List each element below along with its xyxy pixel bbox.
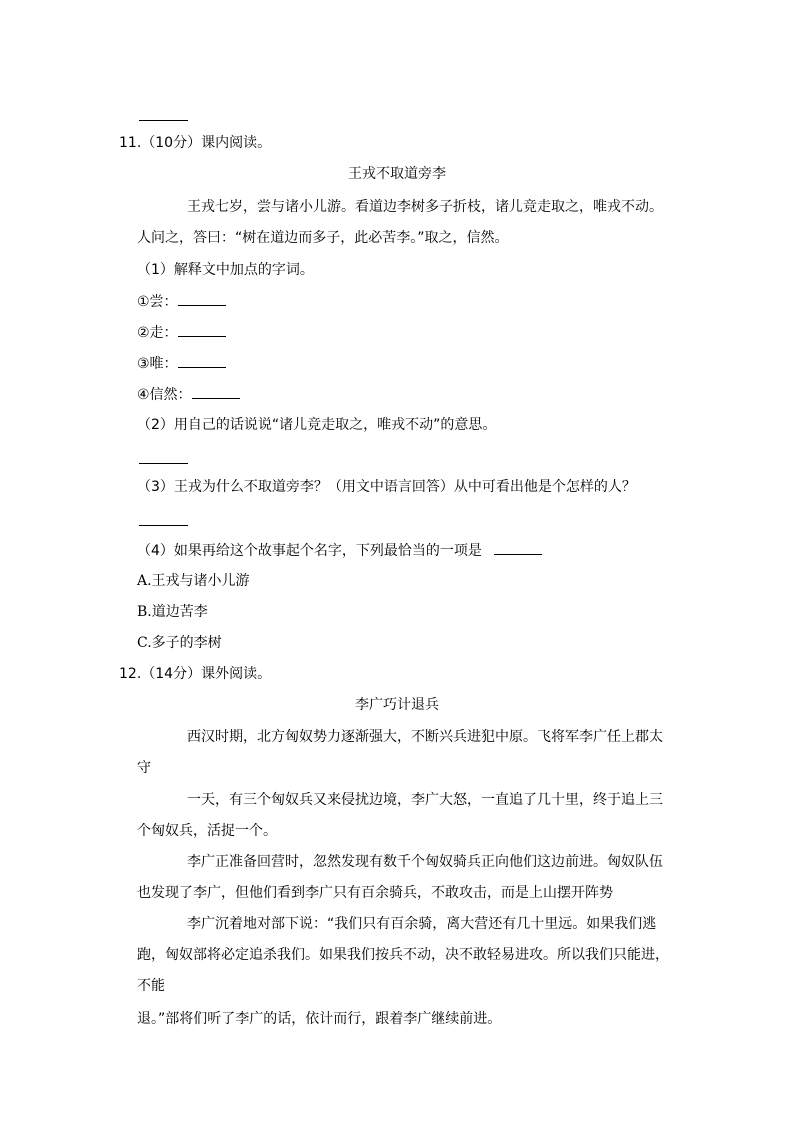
- q11-option-c[interactable]: C.多子的李树: [137, 635, 222, 651]
- q12-p4-line3: 不能: [137, 978, 165, 994]
- q12-passage-title: 李广巧计退兵: [355, 697, 439, 713]
- q12-p3-line1: 李广正准备回营时，忽然发现有数千个匈奴骑兵正向他们这边前进。匈奴队伍: [187, 854, 663, 870]
- q11-passage-title: 王戎不取道旁李: [348, 166, 446, 182]
- q11-item3: [137, 353, 226, 374]
- q11-item1-label: ①尝：: [137, 294, 178, 310]
- q11-sub2: （2）用自己的话说说“诸儿竞走取之，唯戎不动”的意思。: [137, 417, 497, 433]
- q11-passage-line1: 王戎七岁，尝与诸小儿游。看道边李树多子折枝，诸儿竞走取之，唯戎不动。: [187, 199, 663, 215]
- q12-p1-line1: 西汉时期，北方匈奴势力逐渐强大，不断兴兵进犯中原。飞将军李广任上郡太: [187, 729, 663, 745]
- q11-sub4-label: （4）如果再给这个故事起个名字，下列最恰当的一项是: [137, 543, 482, 559]
- q12-p4-line4: 退。”部将们听了李广的话，依计而行，跟着李广继续前进。: [137, 1011, 502, 1027]
- q11-item4-label: ④信然：: [137, 387, 192, 403]
- q12-p2-line1: 一天，有三个匈奴兵又来侵扰边境，李广大怒，一直追了几十里，终于追上三: [187, 792, 663, 808]
- q11-item3-label: ③唯：: [137, 356, 178, 372]
- q11-item1-blank[interactable]: [178, 291, 226, 306]
- q11-sub3-answer-blank[interactable]: [139, 525, 188, 526]
- q11-item1: [137, 291, 226, 312]
- q11-option-b[interactable]: B.道边苦李: [137, 604, 208, 620]
- q11-sub2-answer-blank[interactable]: [139, 463, 188, 464]
- q12-p2-line2: 个匈奴兵，活捉一个。: [137, 823, 277, 839]
- q11-sub1: （1）解释文中加点的字词。: [137, 262, 314, 278]
- q12-header: 12.（14分）课外阅读。: [119, 666, 272, 682]
- q11-sub3: （3）王戎为什么不取道旁李？（用文中语言回答）从中可看出他是个怎样的人？: [137, 479, 636, 495]
- q11-item2-label: ②走：: [137, 325, 178, 341]
- q11-option-a[interactable]: A.王戎与诸小儿游: [137, 573, 250, 589]
- answer-blank-top: [139, 120, 188, 121]
- q12-p4-line2: 跑，匈奴部将必定追杀我们。如果我们按兵不动，决不敢轻易进攻。所以我们只能进，: [137, 947, 669, 963]
- q12-p3-line2: 也发现了李广，但他们看到李广只有百余骑兵，不敢攻击，而是上山摆开阵势: [137, 885, 613, 901]
- q11-item4-blank[interactable]: [192, 384, 240, 399]
- q11-item4: [137, 384, 240, 405]
- q11-passage-line2: 人问之，答曰：“树在道边而多子，此必苦李。”取之，信然。: [137, 230, 509, 246]
- q11-item3-blank[interactable]: [178, 353, 226, 368]
- q11-sub4: [137, 540, 542, 561]
- q12-p1-line2: 守: [137, 760, 151, 776]
- q11-sub4-blank[interactable]: [494, 540, 542, 555]
- q11-header: 11.（10分）课内阅读。: [119, 135, 272, 151]
- q11-item2: [137, 322, 226, 343]
- q12-p4-line1: 李广沉着地对部下说：“我们只有百余骑，离大营还有几十里远。如果我们逃: [187, 916, 657, 932]
- q11-item2-blank[interactable]: [178, 322, 226, 337]
